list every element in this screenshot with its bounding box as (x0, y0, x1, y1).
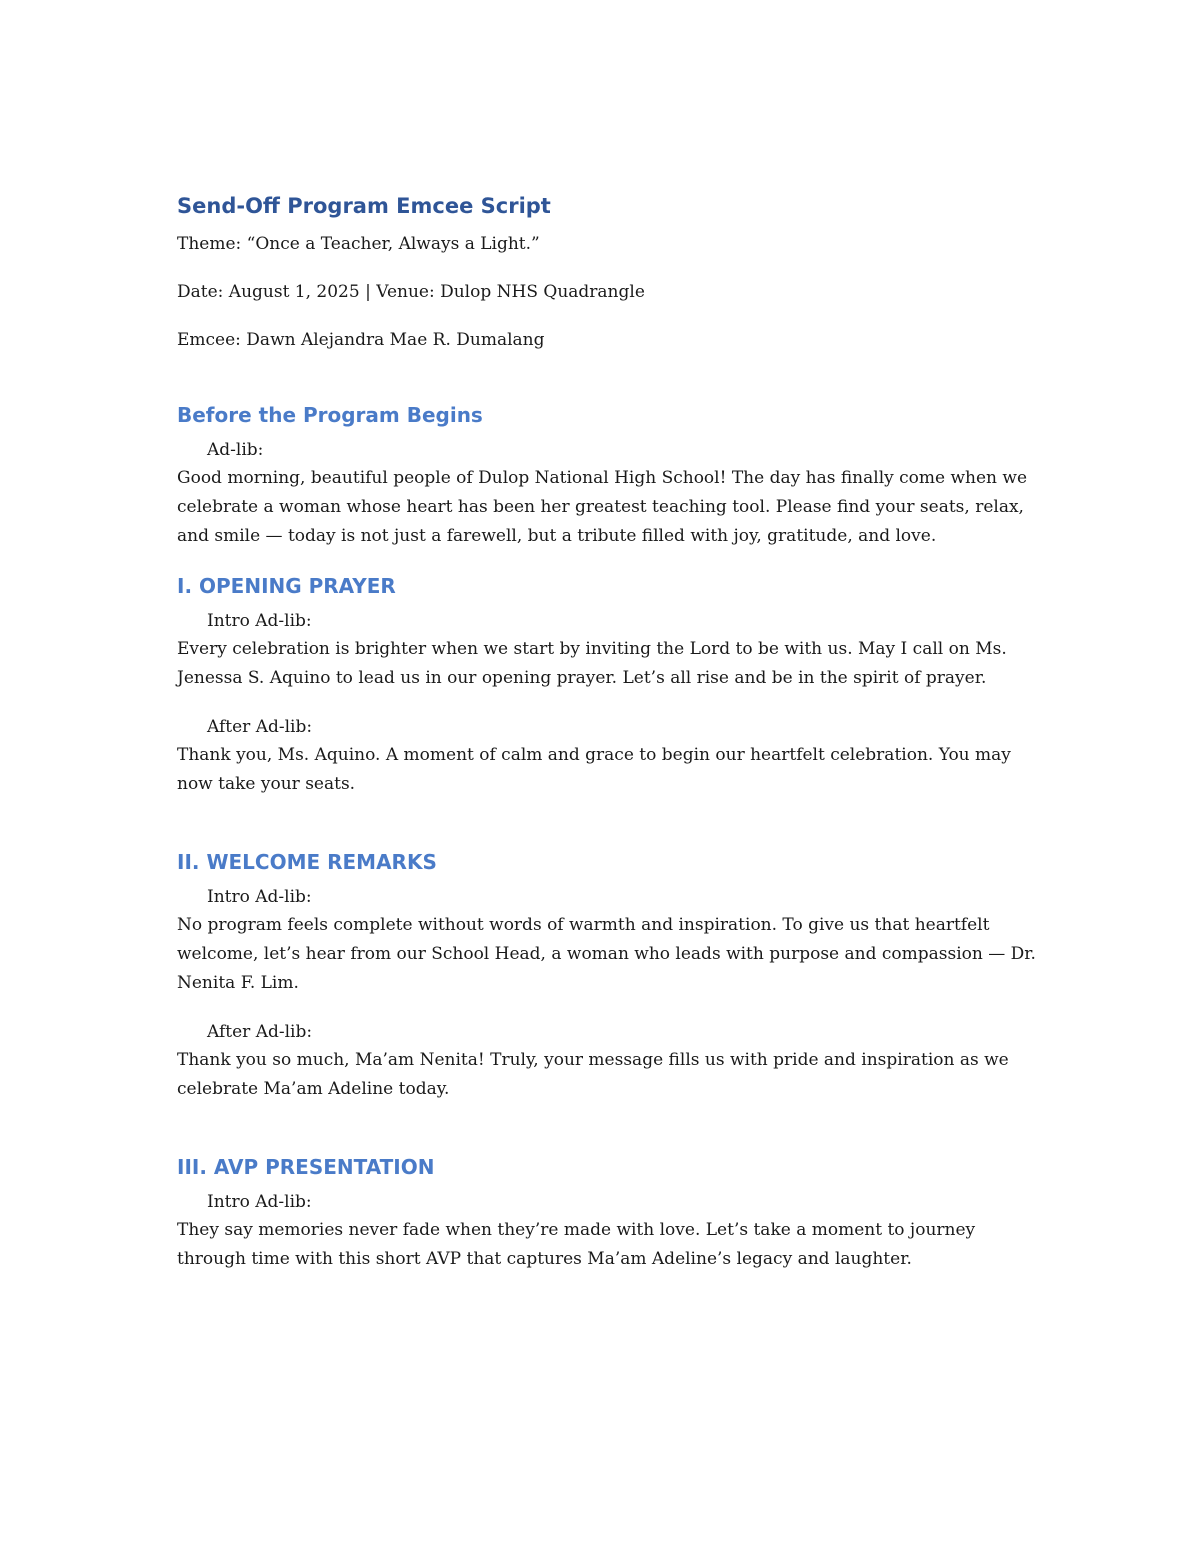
adlib-block (177, 1188, 1037, 1274)
adlib-text: Good morning, beautiful people of Dulop National High School! The day has finally come when we celebrate a woman whose heart has been her greatest teaching tool. Please find your seats, relax, and smile — today is not just a farewell, but a tribute filled with joy, gratitude, and love. (177, 468, 1027, 546)
adlib-text: No program feels complete without words of warmth and inspiration. To give us that heartfelt welcome, let’s hear from our School Head, a woman who leads with purpose and compassion — Dr. Nenita F. Lim. (177, 915, 1036, 993)
adlib-block (177, 436, 1037, 551)
date-venue-line: Date: August 1, 2025 | Venue: Dulop NHS Quadrangle (177, 282, 645, 302)
section-before-program (177, 400, 1037, 551)
section-heading: Before the Program Begins (177, 403, 483, 427)
adlib-text: Thank you, Ms. Aquino. A moment of calm and grace to begin our heartfelt celebration. You may now take your seats. (177, 745, 1011, 794)
adlib-label: After Ad-lib: (207, 1022, 313, 1042)
document-body (177, 190, 1037, 1294)
adlib-block (177, 607, 1037, 693)
section-heading: I. OPENING PRAYER (177, 574, 396, 598)
section-heading: III. AVP PRESENTATION (177, 1155, 435, 1179)
section-avp-presentation (177, 1152, 1037, 1274)
adlib-text: They say memories never fade when they’re made with love. Let’s take a moment to journey through time with this short AVP that captures Ma’am Adeline’s legacy and laughter. (177, 1220, 976, 1269)
emcee-line: Emcee: Dawn Alejandra Mae R. Dumalang (177, 330, 545, 350)
document-title: Send-Off Program Emcee Script (177, 194, 551, 218)
adlib-label: Ad-lib: (207, 440, 264, 460)
adlib-block (177, 713, 1037, 799)
theme-line: Theme: “Once a Teacher, Always a Light.” (177, 234, 540, 254)
adlib-label: Intro Ad-lib: (207, 611, 312, 631)
section-welcome-remarks (177, 847, 1037, 1104)
adlib-label: After Ad-lib: (207, 717, 313, 737)
adlib-label: Intro Ad-lib: (207, 887, 312, 907)
adlib-block (177, 883, 1037, 998)
adlib-label: Intro Ad-lib: (207, 1192, 312, 1212)
section-opening-prayer (177, 571, 1037, 799)
adlib-text: Thank you so much, Ma’am Nenita! Truly, your message fills us with pride and inspiration as we celebrate Ma’am Adeline today. (177, 1050, 1009, 1099)
adlib-text: Every celebration is brighter when we start by inviting the Lord to be with us. May I call on Ms. Jenessa S. Aquino to lead us in our opening prayer. Let’s all rise and be in the spirit of prayer. (177, 639, 1007, 688)
adlib-block (177, 1018, 1037, 1104)
section-heading: II. WELCOME REMARKS (177, 850, 437, 874)
